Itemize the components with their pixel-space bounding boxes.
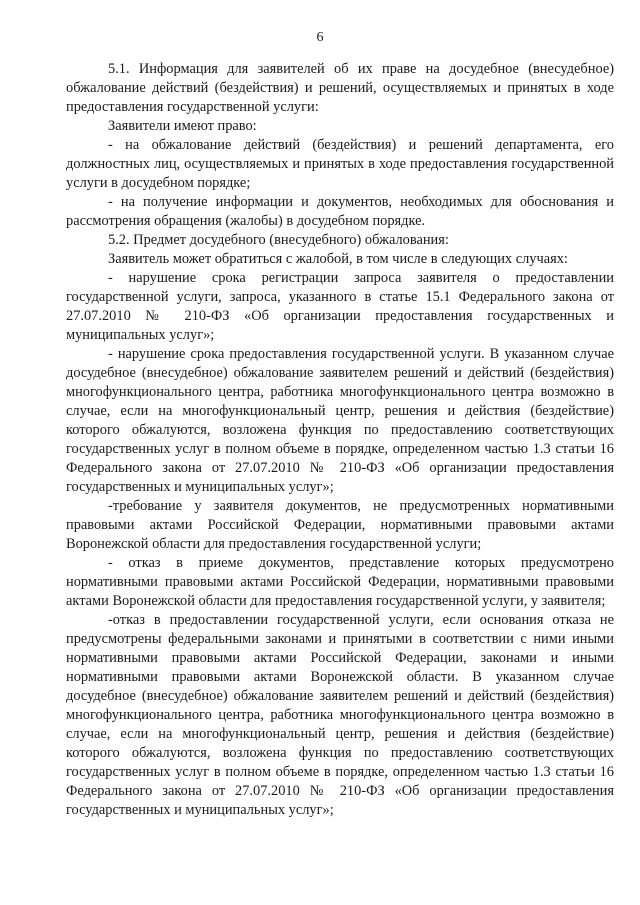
paragraph-5-1: 5.1. Информация для заявителей об их праве на досудебное (внесудебное) обжалование действий (бездействия) и решений, осуществляемых и принятых в ходе предоставления государственной услуги: xyxy=(66,61,614,115)
paragraph-right-information: - на получение информации и документов, необходимых для обоснования и рассмотрения обращения (жалобы) в досудебном порядке. xyxy=(66,194,614,229)
paragraph-case-documents-demand: -требование у заявителя документов, не предусмотренных нормативными правовыми актами Российской Федерации, нормативными правовыми актами Воронежской области для предоставления государственной услуги; xyxy=(66,498,614,552)
paragraph-cases-intro: Заявитель может обратиться с жалобой, в том числе в следующих случаях: xyxy=(108,251,568,267)
document-body xyxy=(66,60,614,820)
paragraph-case-deadline: - нарушение срока предоставления государственной услуги. В указанном случае досудебное (внесудебное) обжалование заявителем решений и действий (бездействия) многофункционального центра, работника многофункционального центра возможно в случае, если на многофункциональный центр, решения и действия (бездействие) которого обжалуются, возложена функция по предоставлению соответствующих государственных услуг в полном объеме в порядке, определенном частью 1.3 статьи 16 Федерального закона от 27.07.2010 № 210-ФЗ «Об организации предоставления государственных и муниципальных услуг»; xyxy=(66,346,614,495)
paragraph-rights-intro: Заявители имеют право: xyxy=(108,118,257,134)
paragraph-5-2: 5.2. Предмет досудебного (внесудебного) обжалования: xyxy=(108,232,449,248)
paragraph-case-service-refusal: -отказ в предоставлении государственной услуги, если основания отказа не предусмотрены федеральными законами и принятыми в соответствии с ними иными нормативными правовыми актами Российской Федерации, законами и иными нормативными правовыми актами Воронежской области. В указанном случае досудебное (внесудебное) обжалование заявителем решений и действий (бездействия) многофункционального центра, работника многофункционального центра возможно в случае, если на многофункциональный центр, решения и действия (бездействие) которого обжалуются, возложена функция по предоставлению соответствующих государственных услуг в полном объеме в порядке, определенном частью 1.3 статьи 16 Федерального закона от 27.07.2010 № 210-ФЗ «Об организации предоставления государственных и муниципальных услуг»; xyxy=(66,612,614,818)
paragraph-right-appeal: - на обжалование действий (бездействия) и решений департамента, его должностных лиц, осуществляемых и принятых в ходе предоставления государственной услуги в досудебном порядке; xyxy=(66,137,614,191)
page-number: 6 xyxy=(316,30,324,45)
paragraph-case-registration: - нарушение срока регистрации запроса заявителя о предоставлении государственной услуги, запроса, указанного в статье 15.1 Федерального закона от 27.07.2010 № 210-ФЗ «Об организации предоставления государственных и муниципальных услуг»; xyxy=(66,270,614,343)
paragraph-case-documents-refusal: - отказ в приеме документов, представление которых предусмотрено нормативными правовыми актами Российской Федерации, нормативными правовыми актами Воронежской области для предоставления государственной услуги, у заявителя; xyxy=(66,555,614,609)
